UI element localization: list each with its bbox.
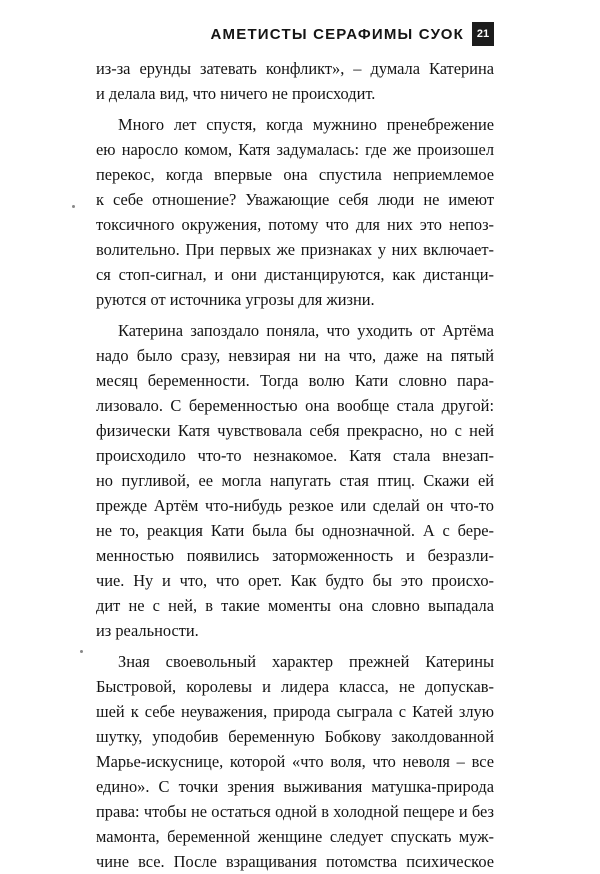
text-line: менностью появились заторможенность и безразли-: [96, 546, 494, 565]
text-line: но пугливой, ее могла напугать стая птиц. Скажи ей: [96, 471, 494, 490]
text-line: руются от источника угрозы для жизни.: [96, 290, 375, 309]
paragraph: [96, 318, 494, 643]
text-line: ею наросло комом, Катя задумалась: где же произошел: [96, 140, 494, 159]
text-line: Быстровой, королевы и лидера класса, не допускав-: [96, 677, 494, 696]
text-line: не то, реакция Кати была бы однозначной. А с бере-: [96, 521, 494, 540]
paragraph: [96, 112, 494, 312]
text-line: шутку, уподобив беременную Бобкову заколдованной: [96, 727, 494, 746]
paragraph: [96, 56, 494, 106]
text-line: происходило что-то незнакомое. Катя стала внезап-: [96, 446, 494, 465]
margin-speck: [80, 650, 83, 653]
text-line: ся стоп-сигнал, и они дистанцируются, как дистанци-: [96, 265, 494, 284]
text-line: Катерина запоздало поняла, что уходить от Артёма: [118, 321, 494, 340]
text-line: прежде Артём что-нибудь резкое или сделай он что-то: [96, 496, 494, 515]
body-text: [96, 56, 494, 874]
text-line: чине все. После взращивания потомства психическое: [96, 852, 494, 871]
page-number: 21: [472, 22, 494, 46]
paragraph: [96, 649, 494, 874]
text-line: волительно. При первых же признаках у них включает-: [96, 240, 494, 259]
text-line: месяц беременности. Тогда волю Кати словно пара-: [96, 371, 494, 390]
text-line: Много лет спустя, когда мужнино пренебрежение: [118, 115, 494, 134]
text-line: из реальности.: [96, 621, 199, 640]
text-line: физически Катя чувствовала себя прекрасно, но с ней: [96, 421, 494, 440]
text-line: токсичного окружения, потому что для них это непоз-: [96, 215, 494, 234]
text-line: дит не с ней, в такие моменты она словно выпадала: [96, 596, 494, 615]
text-line: едино». С точки зрения выживания матушка-природа: [96, 777, 494, 796]
text-line: перекос, когда впервые она спустила неприемлемое: [96, 165, 494, 184]
text-line: шей к себе неуважения, природа сыграла с Катей злую: [96, 702, 494, 721]
text-line: Зная своевольный характер прежней Катерины: [118, 652, 494, 671]
text-line: чие. Ну и что, что орет. Как будто бы это происхо-: [96, 571, 494, 590]
text-line: права: чтобы не остаться одной в холодной пещере и без: [96, 802, 494, 821]
text-line: мамонта, беременной женщине следует спускать муж-: [96, 827, 494, 846]
running-title: АМЕТИСТЫ СЕРАФИМЫ СУОК: [210, 25, 464, 43]
text-line: надо было сразу, невзирая ни на что, даже на пятый: [96, 346, 494, 365]
text-line: из-за ерунды затевать конфликт», – думала Катерина: [96, 59, 494, 78]
text-line: лизовало. С беременностью она вообще стала другой:: [96, 396, 494, 415]
running-header: [96, 22, 494, 46]
margin-speck: [72, 205, 75, 208]
text-line: к себе отношение? Уважающие себя люди не имеют: [96, 190, 494, 209]
text-line: Марье-искуснице, которой «что воля, что неволя – все: [96, 752, 494, 771]
text-line: и делала вид, что ничего не происходит.: [96, 84, 376, 103]
